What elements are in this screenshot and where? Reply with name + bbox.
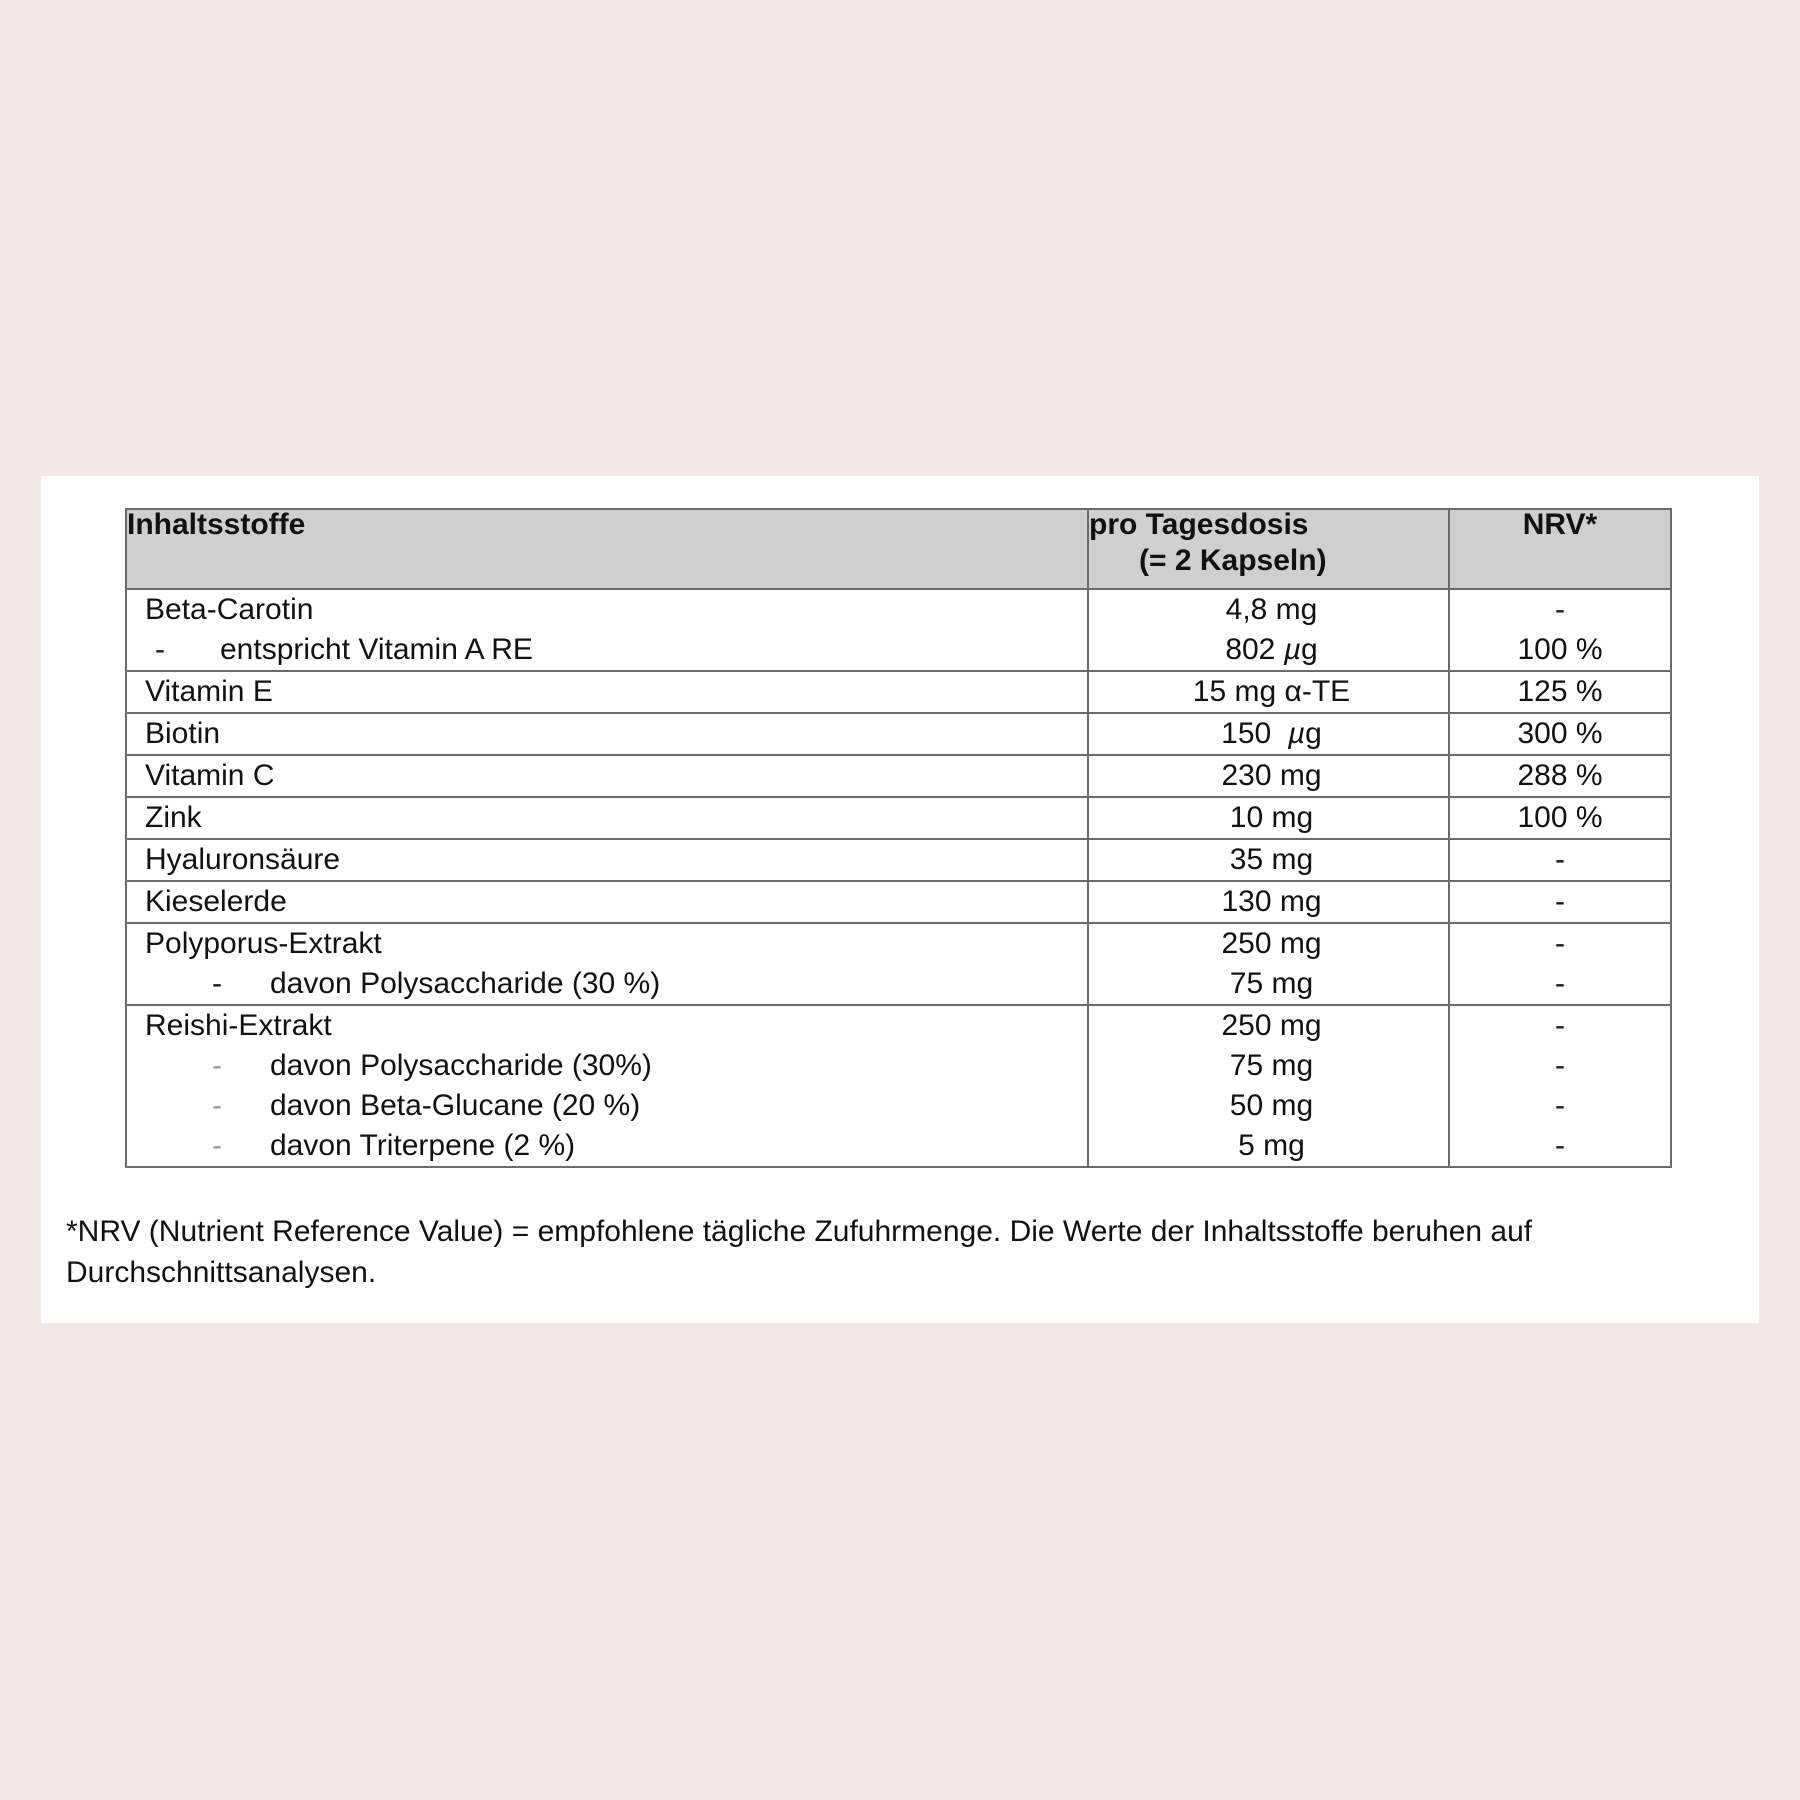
- nrv-value: 100 %: [1517, 801, 1603, 834]
- dose-value: [1089, 630, 1448, 670]
- nrv-cell: [1449, 881, 1671, 923]
- ingredient-name: Hyaluronsäure: [145, 843, 341, 876]
- nrv-value: -: [1555, 593, 1565, 626]
- nrv-value: -: [1555, 1009, 1565, 1042]
- micro-symbol: µ: [1287, 717, 1306, 750]
- ingredient-subline: [127, 1046, 1087, 1086]
- bullet-dash: -: [155, 633, 165, 666]
- dose-value: 75 mg: [1229, 1049, 1314, 1082]
- ingredient-cell: [126, 755, 1088, 797]
- ingredients-table: [125, 508, 1672, 1168]
- bullet-dash: -: [212, 967, 222, 1000]
- ingredient-name: Reishi-Extrakt: [145, 1009, 332, 1042]
- ingredient-cell: [126, 671, 1088, 713]
- nrv-cell: [1449, 589, 1671, 671]
- dose-value: 150 µg: [1221, 717, 1322, 750]
- ingredient-subline: [127, 630, 1087, 670]
- table-row: [126, 923, 1671, 1005]
- dose-value: 130 mg: [1221, 885, 1322, 918]
- table-row: [126, 839, 1671, 881]
- nrv-value: -: [1555, 1129, 1565, 1162]
- ingredient-name: Beta-Carotin: [145, 593, 314, 626]
- nrv-footnote: *NRV (Nutrient Reference Value) = empfohlene tägliche Zufuhrmenge. Die Werte der Inhaltsstoffe beruhen auf Durchschnittsanalysen.: [66, 1215, 1533, 1289]
- ingredient-name: Kieselerde: [145, 885, 287, 918]
- nrv-value: -: [1555, 927, 1565, 960]
- dose-cell: [1088, 839, 1449, 881]
- dose-value: 250 mg: [1221, 1009, 1322, 1042]
- ingredient-name: davon Polysaccharide (30%): [270, 1049, 652, 1082]
- bullet-dash: -: [212, 1049, 222, 1082]
- ingredient-name: davon Triterpene (2 %): [270, 1129, 576, 1162]
- nrv-cell: [1449, 671, 1671, 713]
- ingredient-cell: [126, 923, 1088, 1005]
- dose-cell: [1088, 589, 1449, 671]
- header-ingredients: Inhaltsstoffe: [126, 509, 1088, 589]
- ingredient-subline: [127, 1126, 1087, 1166]
- header-daily-dose-line2: (= 2 Kapseln): [1139, 544, 1327, 577]
- dose-cell: [1088, 713, 1449, 755]
- table-row: [126, 755, 1671, 797]
- dose-value: 15 mg α-TE: [1192, 675, 1351, 708]
- dose-cell: [1088, 881, 1449, 923]
- dose-value: 230 mg: [1221, 759, 1322, 792]
- nrv-value: 288 %: [1517, 759, 1603, 792]
- ingredient-cell: [126, 1005, 1088, 1167]
- nrv-value: -: [1555, 885, 1565, 918]
- dose-cell: [1088, 923, 1449, 1005]
- header-daily-dose-line1: pro Tagesdosis: [1089, 508, 1309, 541]
- table-row: [126, 671, 1671, 713]
- nrv-value: 300 %: [1517, 717, 1603, 750]
- ingredient-name: entspricht Vitamin A RE: [220, 633, 533, 666]
- table-row: [126, 713, 1671, 755]
- nrv-value: 125 %: [1517, 675, 1603, 708]
- dose-value-text: 802 µg: [1225, 633, 1318, 666]
- nrv-value: -: [1555, 1089, 1565, 1122]
- ingredient-cell: [126, 713, 1088, 755]
- bullet-dash: -: [212, 1129, 222, 1162]
- nrv-value: -: [1555, 967, 1565, 1000]
- table-row: [126, 1005, 1671, 1167]
- bullet-dash: -: [212, 1089, 222, 1122]
- nrv-cell: [1449, 797, 1671, 839]
- dose-value: 50 mg: [1229, 1089, 1314, 1122]
- nrv-cell: [1449, 839, 1671, 881]
- dose-cell: [1088, 1005, 1449, 1167]
- table-header-row: [126, 509, 1671, 589]
- ingredient-cell: [126, 881, 1088, 923]
- dose-value: 250 mg: [1221, 927, 1322, 960]
- dose-value: 10 mg: [1229, 801, 1314, 834]
- dose-value: 75 mg: [1229, 967, 1314, 1000]
- table-row: [126, 881, 1671, 923]
- ingredient-subline: [127, 1086, 1087, 1126]
- dose-cell: [1088, 797, 1449, 839]
- ingredient-cell: [126, 797, 1088, 839]
- dose-value: 4,8 mg: [1225, 593, 1318, 626]
- micro-symbol: µ: [1283, 633, 1301, 666]
- ingredient-name: davon Beta-Glucane (20 %): [270, 1089, 641, 1122]
- header-nrv: NRV*: [1449, 509, 1671, 589]
- nrv-value: 100 %: [1517, 633, 1603, 666]
- nutrition-card: [41, 476, 1759, 1323]
- nrv-cell: [1449, 713, 1671, 755]
- dose-value: 5 mg: [1238, 1129, 1305, 1162]
- table-row: [126, 797, 1671, 839]
- nrv-cell: [1449, 923, 1671, 1005]
- nrv-cell: [1449, 1005, 1671, 1167]
- ingredient-cell: [126, 839, 1088, 881]
- nrv-value: -: [1555, 843, 1565, 876]
- dose-value: 35 mg: [1229, 843, 1314, 876]
- ingredient-subline: [127, 964, 1087, 1004]
- dose-cell: [1088, 671, 1449, 713]
- ingredient-cell: [126, 589, 1088, 671]
- nrv-cell: [1449, 755, 1671, 797]
- nrv-value: -: [1555, 1049, 1565, 1082]
- ingredient-name: Vitamin C: [145, 759, 275, 792]
- ingredient-name: Zink: [145, 801, 202, 834]
- dose-cell: [1088, 755, 1449, 797]
- ingredient-name: Polyporus-Extrakt: [145, 927, 382, 960]
- header-daily-dose: [1088, 509, 1449, 589]
- ingredient-name: Vitamin E: [145, 675, 273, 708]
- table-row: [126, 589, 1671, 671]
- ingredient-name: Biotin: [145, 717, 221, 750]
- ingredient-name: davon Polysaccharide (30 %): [270, 967, 661, 1000]
